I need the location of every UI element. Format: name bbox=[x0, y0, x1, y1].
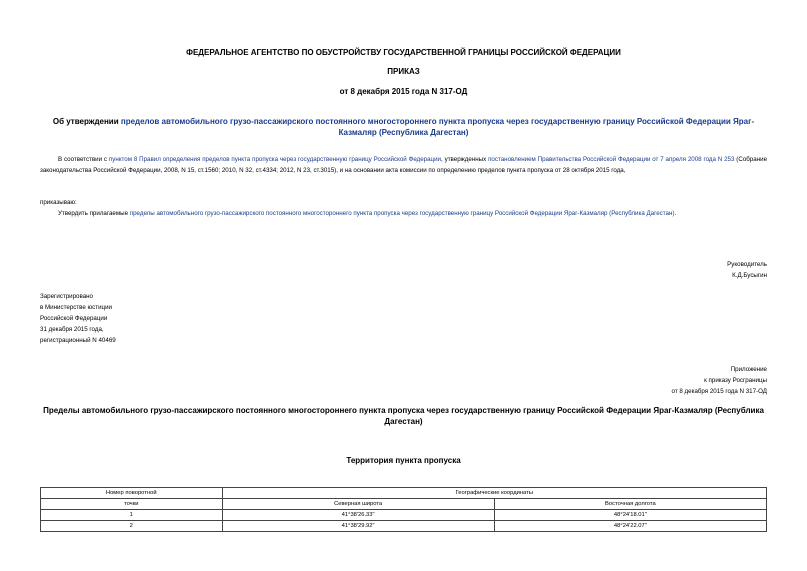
limits-link[interactable]: пределы автомобильного грузо-пассажирского постоянного многостороннего пункта пропуска через государственную границу Российской Федерации Яраг-Казмаляр (Республика Дагестан) bbox=[129, 210, 675, 217]
appendix-line: Приложение bbox=[730, 366, 767, 373]
agency-heading: ФЕДЕРАЛЬНОЕ АГЕНТСТВО ПО ОБУСТРОЙСТВУ ГОСУДАРСТВЕННОЙ ГРАНИЦЫ РОССИЙСКОЙ ФЕДЕРАЦИИ bbox=[186, 48, 621, 57]
header-point-number: Номер поворотной bbox=[41, 488, 223, 499]
preamble-text-1: В соответствии с bbox=[58, 156, 109, 163]
preamble-paragraph bbox=[40, 154, 767, 176]
cell-latitude: 41°38'26.33" bbox=[222, 510, 494, 521]
header-geo-coordinates: Географические координаты bbox=[222, 488, 767, 499]
header-latitude: Северная широта bbox=[222, 499, 494, 510]
registration-line: регистрационный N 40469 bbox=[40, 337, 116, 344]
resolution-link[interactable]: постановлением Правительства Российской Федерации от 7 апреля 2008 года N 253 bbox=[488, 156, 735, 163]
order-word: приказываю: bbox=[40, 199, 77, 206]
document-type: ПРИКАЗ bbox=[387, 67, 420, 76]
appendix-line: к приказу Росграницы bbox=[704, 377, 767, 384]
approval-text-1: Утвердить прилагаемые bbox=[58, 210, 130, 217]
cell-point-number: 1 bbox=[41, 510, 223, 521]
approval-text-2: . bbox=[674, 210, 677, 217]
header-point-number-cont: точки bbox=[41, 499, 223, 510]
title-link[interactable]: пределов автомобильного грузо-пассажирского постоянного многостороннего пункта пропуска через государственную границу Российской Федерации Яраг-Казмаляр (Республика Дагестан) bbox=[120, 117, 755, 137]
coordinates-table bbox=[40, 487, 767, 532]
cell-latitude: 41°38'29.92" bbox=[222, 521, 494, 532]
appendix-title: Пределы автомобильного грузо-пассажирского постоянного многостороннего пункта пропуска через государственную границу Российской Федерации Яраг-Казмаляр (Республика Дагестан) bbox=[43, 406, 764, 426]
preamble-text-2: , утвержденных bbox=[441, 156, 489, 163]
table-row bbox=[41, 521, 767, 532]
registration-line: Зарегистрировано bbox=[40, 293, 93, 300]
registration-line: 31 декабря 2015 года, bbox=[40, 326, 104, 333]
appendix-line: от 8 декабря 2015 года N 317-ОД bbox=[671, 388, 767, 395]
registration-line: Российской Федерации bbox=[40, 315, 108, 322]
document-date-number: от 8 декабря 2015 года N 317-ОД bbox=[339, 87, 468, 96]
table-row bbox=[41, 510, 767, 521]
signer-name: К.Д.Бусыгин bbox=[732, 272, 767, 279]
registration-line: в Министерстве юстиции bbox=[40, 304, 113, 311]
table-header-row bbox=[41, 488, 767, 499]
signer-position: Руководитель bbox=[727, 261, 767, 268]
preamble-text-3: (Собрание законодательства Российской Федерации, 2008, N 15, ст.1560; 2010, N 32, ст.4334; 2012, N 23, ст.3015), и на основании акта комиссии по определению пределов пункта пропуска от 28 октября 2015 года, bbox=[40, 156, 768, 174]
appendix-block bbox=[672, 364, 767, 397]
approval-paragraph bbox=[40, 208, 767, 219]
cell-longitude: 48°24'18.01" bbox=[494, 510, 766, 521]
table-header-row bbox=[41, 499, 767, 510]
header-longitude: Восточная долгота bbox=[494, 499, 766, 510]
cell-longitude: 48°24'22.07" bbox=[494, 521, 766, 532]
cell-point-number: 2 bbox=[41, 521, 223, 532]
rules-link[interactable]: пунктом 8 Правил определения пределов пункта пропуска через государственную границу Российской Федерации bbox=[108, 156, 442, 163]
section-heading: Территория пункта пропуска bbox=[346, 456, 461, 465]
document-title bbox=[40, 116, 767, 138]
title-prefix: Об утверждении bbox=[52, 117, 121, 126]
registration-block bbox=[40, 291, 116, 346]
signature-block bbox=[727, 259, 767, 281]
